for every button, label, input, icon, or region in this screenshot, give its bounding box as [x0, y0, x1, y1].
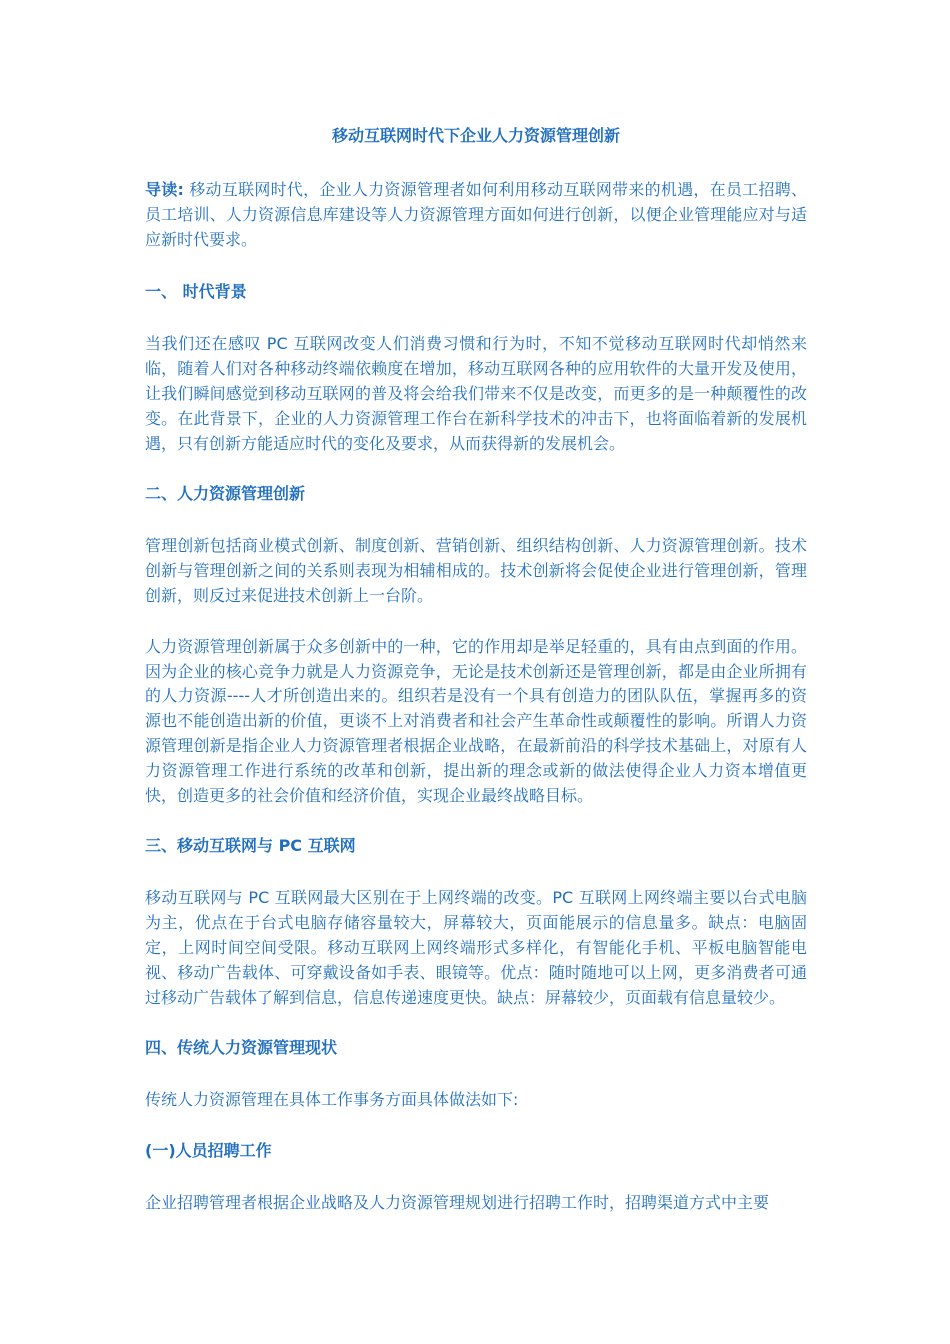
section-paragraph-traditional-hr: 传统人力资源管理在具体工作事务方面具体做法如下:	[145, 1090, 519, 1110]
subsection-paragraph-recruitment: 企业招聘管理者根据企业战略及人力资源管理规划进行招聘工作时，招聘渠道方式中主要	[145, 1193, 770, 1213]
section-paragraph-hr-innovation-2: 人力资源管理创新属于众多创新中的一种，它的作用却是举足轻重的，具有由点到面的作用。因为企业的核心竞争力就是人力资源竞争，无论是技术创新还是管理创新，都是由企业所拥有的人力资源----人才所创造出来的。组织若是没有一个具有创造力的团队队伍，掌握再多的资源也不能创造出新的价值，更谈不上对消费者和社会产生革命性或颠覆性的影响。所谓人力资源管理创新是指企业人力资源管理者根据企业战略，在最新前沿的科学技术基础上，对原有人力资源管理工作进行系统的改革和创新，提出新的理念或新的做法使得企业人力资本增值更快，创造更多的社会价值和经济价值，实现企业最终战略目标。	[145, 636, 807, 805]
lead-paragraph	[145, 178, 807, 252]
section-paragraph-hr-innovation-1: 管理创新包括商业模式创新、制度创新、营销创新、组织结构创新、人力资源管理创新。技术创新与管理创新之间的关系则表现为相辅相成的。技术创新将会促使企业进行管理创新，管理创新，则反过来促进技术创新上一台阶。	[145, 536, 807, 605]
section-heading-background: 一、 时代背景	[145, 282, 247, 302]
section-heading-traditional-hr: 四、传统人力资源管理现状	[145, 1038, 338, 1058]
lead-label: 导读:	[145, 180, 184, 199]
section-heading-mobile-vs-pc: 三、移动互联网与 PC 互联网	[145, 836, 356, 856]
section-paragraph-mobile-vs-pc: 移动互联网与 PC 互联网最大区别在于上网终端的改变。PC 互联网上网终端主要以台式电脑为主，优点在于台式电脑存储容量较大，屏幕较大，页面能展示的信息量多。缺点：电脑固定，上网时间空间受限。移动互联网上网终端形式多样化，有智能化手机、平板电脑智能电视、移动广告载体、可穿戴设备如手表、眼镜等。优点：随时随地可以上网，更多消费者可通过移动广告载体了解到信息，信息传递速度更快。缺点：屏幕较少，页面载有信息量较少。	[145, 888, 807, 1007]
section-heading-hr-innovation: 二、人力资源管理创新	[145, 484, 306, 504]
section-paragraph-background: 当我们还在感叹 PC 互联网改变人们消费习惯和行为时，不知不觉移动互联网时代却悄然来临，随着人们对各种移动终端依赖度在增加，移动互联网各种的应用软件的大量开发及使用，让我们瞬间感觉到移动互联网的普及将会给我们带来不仅是改变，而更多的是一种颠覆性的改变。在此背景下，企业的人力资源管理工作台在新科学技术的冲击下，也将面临着新的发展机遇，只有创新方能适应时代的变化及要求，从而获得新的发展机会。	[145, 334, 807, 453]
document-page	[145, 124, 807, 1216]
subsection-heading-recruitment: (一)人员招聘工作	[145, 1141, 272, 1161]
lead-text: 移动互联网时代，企业人力资源管理者如何利用移动互联网带来的机遇，在员工招聘、员工培训、人力资源信息库建设等人力资源管理方面如何进行创新，以便企业管理能应对与适应新时代要求。	[145, 180, 807, 249]
document-title: 移动互联网时代下企业人力资源管理创新	[331, 126, 620, 145]
